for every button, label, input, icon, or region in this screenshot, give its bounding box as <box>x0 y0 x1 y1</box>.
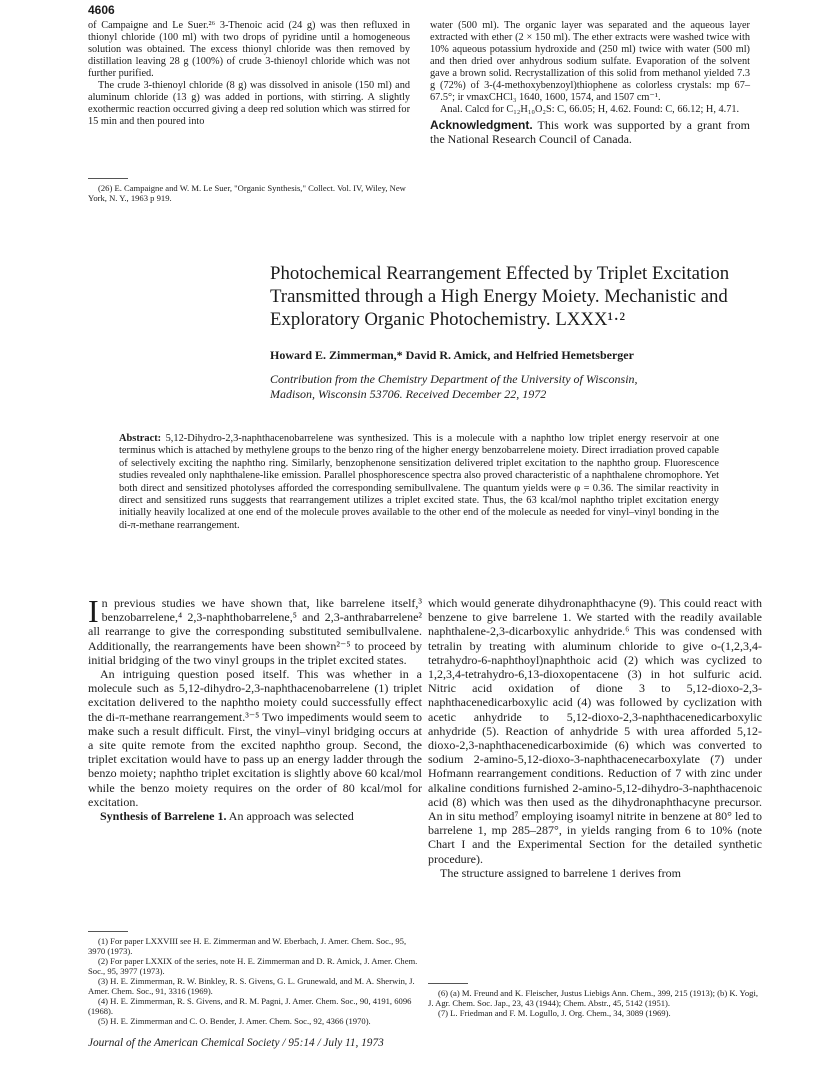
footnote: (26) E. Campaigne and W. M. Le Suer, "Organic Synthesis," Collect. Vol. IV, Wiley, New York, N. Y., 1963 p 919. <box>88 183 406 203</box>
article-title: Photochemical Rearrangement Effected by Triplet Excitation Transmitted through a High Energy Moiety. Mechanistic and Exploratory Organic Photochemistry. LXXX¹·² <box>270 263 730 330</box>
footnote: (6) (a) M. Freund and K. Fleischer, Justus Liebigs Ann. Chem., 399, 215 (1913); (b) K. Yogi, J. Agr. Chem. Soc. Jap., 23, 43 (1944); Chem. Abstr., 45, 5142 (1951). <box>428 988 758 1008</box>
body-paragraph: which would generate dihydronaphthacyne (9). This could react with benzene to give barrelene 1. We started with the readily available naphthalene-2,3-dicarboxylic anhydride.⁶ This was condensed with tetralin by treating with aluminum chloride to give o-(1,2,3,4-tetrahydro-6-naphthoyl)naphthoic acid (2) which was cyclized to 1,2,3,4-tetrahydro-6,13-dioxopentacene (3) in hot sulfuric acid. Nitric acid oxidation of dione 3 to 5,12-dioxo-2,3-naphthacenedicarboxylic acid (4) was followed by cyclization with acetic anhydride to 5,12-dioxo-2,3-naphthacenedicarboxylic anhydride (5). Reaction of anhydride 5 with urea afforded 5,12-dioxo-2,3-naphthacenedicarboximide (6) which was converted to sodium 2-amino-5,12-dioxo-3-naphthacenecarboxylate (7) under Hofmann rearrangement conditions. Reduction of 7 with zinc under alkaline conditions furnished 2-amino-5,12-dihydro-3-naphthacenoic acid (8) which was then used as the dihydronaphthacyne precursor. An in situ method⁷ employing isoamyl nitrite in benzene at 80° led to barrelene 1, mp 285–287°, in yields ranging from 6 to 10% (note Chart I and the Experimental Section for the detailed synthetic procedure). <box>428 596 762 866</box>
footnote: (3) H. E. Zimmerman, R. W. Binkley, R. S. Givens, G. L. Grunewald, and M. A. Sherwin, J. Amer. Chem. Soc., 91, 3316 (1969). <box>88 976 415 996</box>
acknowledgment-label: Acknowledgment. <box>430 118 533 132</box>
acknowledgment <box>430 118 750 146</box>
top-left-footnote <box>88 183 410 203</box>
body-paragraph: An intriguing question posed itself. This was whether in a molecule such as 5,12-dihydro-2,3-naphthacenobarrelene (1) triplet excitation delivered to the naphtho moiety could successfully effect the di-π-methane rearrangement.³⁻⁵ Two impediments would seem to make such a result difficult. First, the vinyl–vinyl bridging occurs at a site quite remote from the excited naphtho group. Second, the triplet excitation would have to pass up an energy ladder through the benzo moiety; naphtho triplet excitation is slightly above 60 kcal/mol while the benzo moiety requires on the order of 80 kcal/mol for excitation. <box>88 667 422 809</box>
footnote: (5) H. E. Zimmerman and C. O. Bender, J. Amer. Chem. Soc., 92, 4366 (1970). <box>98 1016 371 1026</box>
body-right-column <box>428 596 762 880</box>
top-left-paragraph: The crude 3-thienoyl chloride (8 g) was dissolved in anisole (150 ml) and aluminum chloride (13 g) was added in portions, with stirring. A slightly exothermic reaction occurred giving a deep red solution which was stirred for 15 min and then poured into <box>88 80 410 127</box>
footnote-divider <box>88 931 128 932</box>
footnote-divider <box>88 178 128 179</box>
section-heading: Synthesis of Barrelene 1. <box>100 809 227 824</box>
drop-cap: I <box>88 593 99 629</box>
footnote: (1) For paper LXXVIII see H. E. Zimmerman and W. Eberbach, J. Amer. Chem. Soc., 95, 3970 (1973). <box>88 936 407 956</box>
footnote: (4) H. E. Zimmerman, R. S. Givens, and R. M. Pagni, J. Amer. Chem. Soc., 90, 4191, 6096 (1968). <box>88 996 412 1016</box>
body-paragraph: The structure assigned to barrelene 1 derives from <box>440 865 681 880</box>
footnotes-right <box>428 988 762 1018</box>
contribution <box>270 372 790 401</box>
authors: Howard E. Zimmerman,* David R. Amick, and Helfried Hemetsberger <box>270 348 634 362</box>
body-left-column <box>88 593 422 824</box>
contribution-line: Contribution from the Chemistry Department of the University of Wisconsin, <box>270 372 638 386</box>
abstract-text: 5,12-Dihydro-2,3-naphthacenobarrelene was synthesized. This is a molecule with a naphtho low triplet energy reservoir at one terminus which is attached by methylene groups to the benzo ring of the higher energy benzobarrelene moiety. Direct irradiation proved capable of selectively exciting the naphtho ring. Similarly, benzophenone sensitization delivered triplet excitation to the naphtho group. Fluorescence studies revealed only naphthalene-like emission. Parallel phosphorescence spectra also proved characteristic of a naphthalene chromophore. Yet both direct and sensitized photolyses afforded the corresponding semibullvalene. The quantum yields were φ = 0.36. The similar reactivity in direct and sensitized runs suggests that rearrangement utilizes a triplet excited state. Thus, the 63 kcal/mol naphtho triplet excitation energy initially heavily localized at one end of the molecule proves available to the other end of the molecule as needed for vinyl–vinyl bonding in the di-π-methane rearrangement. <box>119 433 719 531</box>
top-right-column <box>430 20 750 146</box>
footnotes-left <box>88 936 422 1026</box>
footnote-divider <box>428 983 468 984</box>
journal-footer: Journal of the American Chemical Society / 95:14 / July 11, 1973 <box>88 1037 384 1049</box>
top-right-paragraph: water (500 ml). The organic layer was separated and the aqueous layer extracted with ether (2 × 150 ml). The ether extracts were washed twice with 10% aqueous potassium hydroxide and (250 ml) twice with water (500 ml) and then dried over anhydrous sodium sulfate. Evaporation of the solvent gave a brown solid. Recrystallization of this solid from methanol yielded 7.3 g (72%) of 3-(4-methoxybenzoyl)thiophene as colorless crystals: mp 67–67.5°; ir νmaxCHCl₃ 1640, 1600, 1574, and 1507 cm⁻¹. <box>430 20 750 103</box>
top-left-column <box>88 20 410 128</box>
analysis-paragraph: Anal. Calcd for C₁₂H₁₀O₂S: C, 66.05; H, 4.62. Found: C, 66.12; H, 4.71. <box>440 104 740 115</box>
abstract-label: Abstract: <box>119 433 162 444</box>
top-left-paragraph: of Campaigne and Le Suer.²⁶ 3-Thenoic acid (24 g) was then refluxed in thionyl chloride (100 ml) with two drops of pyridine until a homogeneous solution was obtained. The excess thionyl chloride was then removed by distillation leaving 28 g (100%) of crude 3-thienoyl chloride which was not further purified. <box>88 20 410 79</box>
body-paragraph: In previous studies we have shown that, like barrelene itself,³ benzobarrelene,⁴ 2,3-naphthobarrelene,⁵ and 2,3-anthrabarrelene² all rearrange to give the corresponding substituted semibullvalene. Additionally, the rearrangements have been shown²⁻⁵ to proceed by initial bridging of the two vinyl groups in the triplet excited states. <box>88 593 422 667</box>
abstract <box>119 433 719 532</box>
footnote: (2) For paper LXXIX of the series, note H. E. Zimmerman and D. R. Amick, J. Amer. Chem. Soc., 95, 3977 (1973). <box>88 956 418 976</box>
footnote: (7) L. Friedman and F. M. Logullo, J. Org. Chem., 34, 3089 (1969). <box>438 1008 671 1018</box>
page-number: 4606 <box>88 3 115 17</box>
contribution-line: Madison, Wisconsin 53706. Received December 22, 1972 <box>270 386 547 401</box>
acknowledgment-text: This work was supported by a grant from the National Research Council of Canada. <box>430 118 750 146</box>
body-paragraph: Synthesis of Barrelene 1. An approach was selected <box>100 809 354 824</box>
